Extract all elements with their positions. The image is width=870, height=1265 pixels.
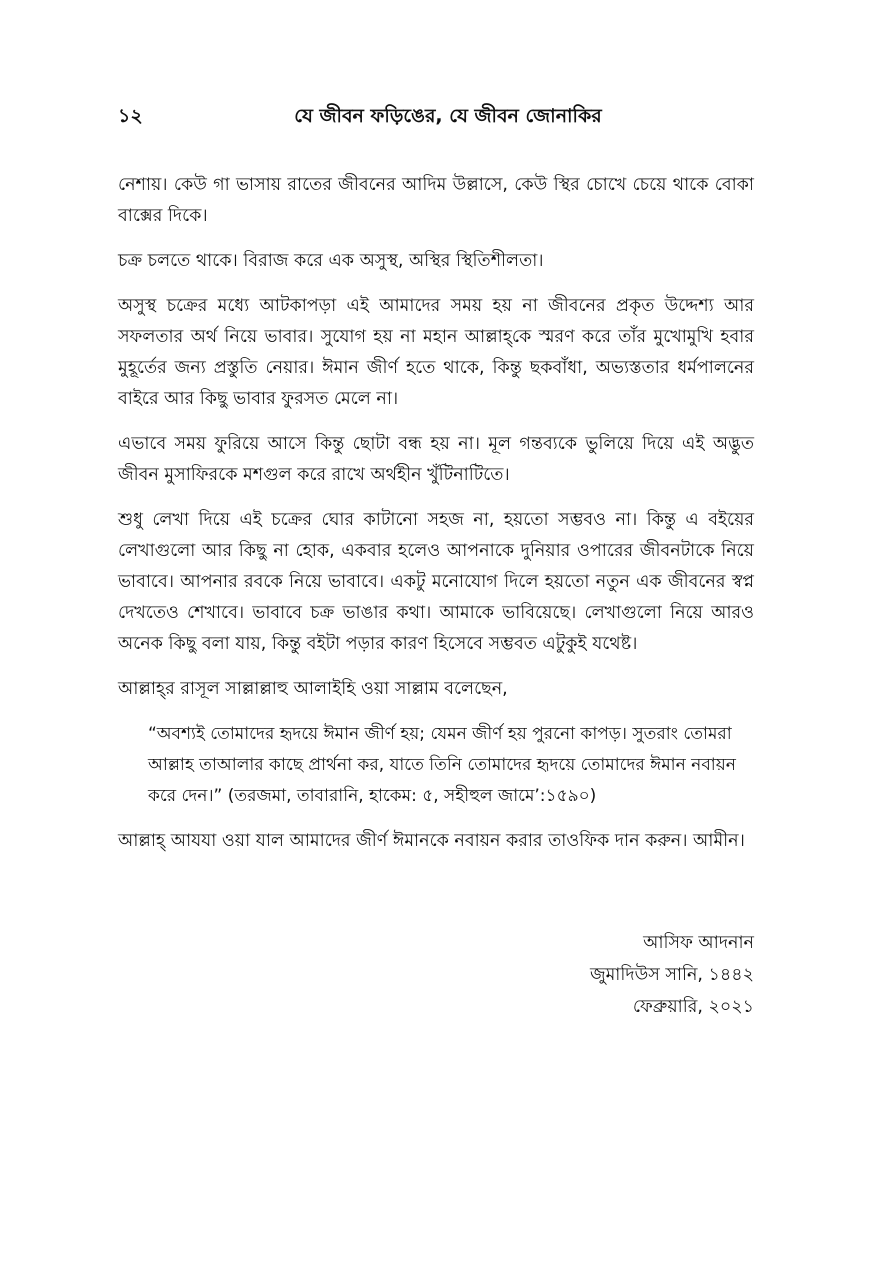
signature-block <box>118 927 754 1023</box>
gregorian-date: ফেব্রুয়ারি, ২০২১ <box>632 997 754 1017</box>
paragraph: অসুস্থ চক্রের মধ্যে আটকাপড়া এই আমাদের সময় হয় না জীবনের প্রকৃত উদ্দেশ্য আর সফলতার অর্থ নিয়ে ভাবার। সুযোগ হয় না মহান আল্লাহ্‌কে স্মরণ করে তাঁর মুখোমুখি হবার মুহূর্তের জন্য প্রস্তুতি নেয়ার। ঈমান জীর্ণ হতে থাকে, কিন্তু ছকবাঁধা, অভ্যস্ততার ধর্মপালনের বাইরে আর কিছু ভাবার ফুরসত মেলে না। <box>118 296 754 409</box>
page-header <box>118 98 754 138</box>
author-name: আসিফ আদনান <box>643 933 754 953</box>
paragraph: আল্লাহ্‌র রাসূল সাল্লাল্লাহু আলাইহি ওয়া সাল্লাম বলেছেন, <box>118 679 508 699</box>
running-title: যে জীবন ফড়িঙের, যে জীবন জোনাকির <box>294 105 602 127</box>
book-page <box>118 98 754 1023</box>
paragraph: নেশায়। কেউ গা ভাসায় রাতের জীবনের আদিম উল্লাসে, কেউ স্থির চোখে চেয়ে থাকে বোকা বাক্সের দিকে। <box>118 175 754 226</box>
paragraph: শুধু লেখা দিয়ে এই চক্রের ঘোর কাটানো সহজ না, হয়তো সম্ভবও না। কিন্তু এ বইয়ের লেখাগুলো আর কিছু না হোক, একবার হলেও আপনাকে দুনিয়ার ওপারের জীবনটাকে নিয়ে ভাবাবে। আপনার রবকে নিয়ে ভাবাবে। একটু মনোযোগ দিলে হয়তো নতুন এক জীবনের স্বপ্ন দেখতেও শেখাবে। ভাবাবে চক্র ভাঙার কথা। আমাকে ভাবিয়েছে। লেখাগুলো নিয়ে আরও অনেক কিছু বলা যায়, কিন্তু বইটা পড়ার কারণ হিসেবে সম্ভবত এটুকুই যথেষ্ট। <box>118 510 754 654</box>
paragraph: এভাবে সময় ফুরিয়ে আসে কিন্তু ছোটা বন্ধ হয় না। মূল গন্তব্যকে ভুলিয়ে দিয়ে এই অদ্ভুত জীবন মুসাফিরকে মশগুল করে রাখে অর্থহীন খুঁটিনাটিতে। <box>118 434 754 485</box>
hijri-date: জুমাদিউস সানি, ১৪৪২ <box>589 965 754 985</box>
hadith-quote: “অবশ্যই তোমাদের হৃদয়ে ঈমান জীর্ণ হয়; যেমন জীর্ণ হয় পুরনো কাপড়। সুতরাং তোমরা আল্লাহ তাআলার কাছে প্রার্থনা কর, যাতে তিনি তোমাদের হৃদয়ে তোমাদের ঈমান নবায়ন করে দেন।” (তরজমা, তাবারানি, হাকেম: ৫, সহীহুল জামে’:১৫৯০) <box>148 724 736 806</box>
closing-paragraph: আল্লাহ্‌ আযযা ওয়া যাল আমাদের জীর্ণ ঈমানকে নবায়ন করার তাওফিক দান করুন। আমীন। <box>118 831 745 851</box>
body-text <box>118 170 754 857</box>
paragraph: চক্র চলতে থাকে। বিরাজ করে এক অসুস্থ, অস্থির স্থিতিশীলতা। <box>118 251 544 271</box>
page-number: ১২ <box>118 105 143 127</box>
